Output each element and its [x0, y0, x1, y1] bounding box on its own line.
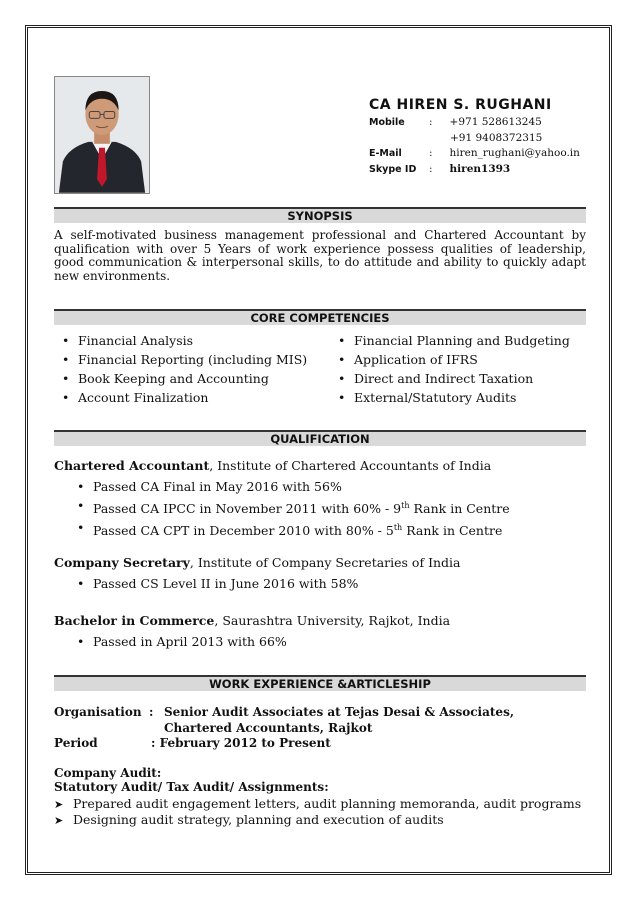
work-organisation — [54, 705, 514, 719]
competencies-left — [78, 331, 307, 407]
organisation-value: Senior Audit Associates at Tejas Desai & Associates, — [164, 705, 515, 719]
company-audit-heading: Company Audit: — [54, 766, 162, 780]
list-item: ➤ Designing audit strategy, planning and execution of audits — [54, 812, 444, 827]
organisation-sep: : — [149, 705, 154, 719]
list-item: • Book Keeping and Accounting — [78, 369, 307, 388]
list-item: • Financial Reporting (including MIS) — [78, 350, 307, 369]
contact-row-mobile-2 — [369, 131, 580, 147]
qualification-ca-title: Chartered Accountant — [54, 458, 210, 473]
qualification-cs-title: Company Secretary — [54, 555, 190, 570]
qualification-bcom-title: Bachelor in Commerce — [54, 613, 215, 628]
mobile-2-value: +91 9408372315 — [450, 131, 543, 144]
list-item: • Passed CA CPT in December 2010 with 80% - 5th Rank in Centre — [93, 518, 510, 540]
profile-photo — [54, 76, 150, 194]
list-item: ➤ Prepared audit engagement letters, audit planning memoranda, audit programs — [54, 796, 582, 811]
period-value: : February 2012 to Present — [151, 736, 331, 750]
heading-core-competencies: CORE COMPETENCIES — [54, 309, 586, 325]
qualification-ca — [54, 458, 491, 473]
list-item: • Application of IFRS — [354, 350, 570, 369]
competencies-right — [354, 331, 570, 407]
synopsis-text: A self-motivated business management professional and Chartered Accountant by qualification with over 5 Years of work experience possess qualities of leadership, good communication & interpersonal skills, to do attitude and ability to quickly adapt new environments. — [54, 228, 586, 283]
qualification-ca-list — [93, 477, 510, 540]
mobile-sep: : — [429, 116, 433, 128]
list-item: • Direct and Indirect Taxation — [354, 369, 570, 388]
work-period — [54, 736, 331, 750]
qualification-bcom — [54, 613, 450, 628]
qualification-bcom-institute: , Saurashtra University, Rajkot, India — [214, 613, 451, 628]
arrow-bullet-icon: ➤ — [54, 798, 64, 811]
candidate-name: CA HIREN S. RUGHANI — [369, 97, 552, 113]
list-item: • Financial Planning and Budgeting — [354, 331, 570, 350]
skype-label: Skype ID — [369, 163, 417, 175]
contact-row-skype — [369, 162, 580, 178]
qualification-bcom-list — [93, 632, 287, 651]
list-item: • Passed CS Level II in June 2016 with 58% — [93, 574, 358, 593]
list-item: • Financial Analysis — [78, 331, 307, 350]
mobile-2-label — [369, 131, 429, 147]
organisation-value-2: Chartered Accountants, Rajkot — [164, 721, 373, 735]
heading-qualification: QUALIFICATION — [54, 430, 586, 446]
list-item: • Passed CA IPCC in November 2011 with 60% - 9th Rank in Centre — [93, 496, 510, 518]
email-value[interactable]: hiren_rughani@yahoo.in — [449, 147, 580, 159]
organisation-label: Organisation — [54, 705, 142, 719]
qualification-ca-institute: , Institute of Chartered Accountants of India — [209, 458, 492, 473]
mobile-label: Mobile — [369, 117, 405, 128]
qualification-cs — [54, 555, 461, 570]
list-item: • Passed in April 2013 with 66% — [93, 632, 287, 651]
email-label: E-Mail — [369, 148, 402, 159]
list-item: • Passed CA Final in May 2016 with 56% — [93, 477, 510, 496]
skype-sep: : — [429, 162, 433, 175]
qualification-cs-list — [93, 574, 358, 593]
period-label: Period — [54, 736, 98, 750]
arrow-bullet-icon: ➤ — [54, 814, 64, 827]
profile-photo-image — [55, 77, 149, 193]
heading-work-experience: WORK EXPERIENCE &ARTICLESHIP — [54, 675, 586, 691]
mobile-value: +971 528613245 — [449, 116, 542, 128]
list-item: • Account Finalization — [78, 388, 307, 407]
statutory-audit-heading: Statutory Audit/ Tax Audit/ Assignments: — [54, 780, 329, 794]
contact-row-mobile — [369, 115, 580, 131]
email-sep: : — [429, 147, 433, 159]
skype-value: hiren1393 — [449, 162, 511, 175]
heading-synopsis: SYNOPSIS — [54, 207, 586, 223]
contact-row-email — [369, 146, 580, 162]
qualification-cs-institute: , Institute of Company Secretaries of India — [189, 555, 461, 570]
contact-block — [369, 115, 580, 177]
list-item: • External/Statutory Audits — [354, 388, 570, 407]
